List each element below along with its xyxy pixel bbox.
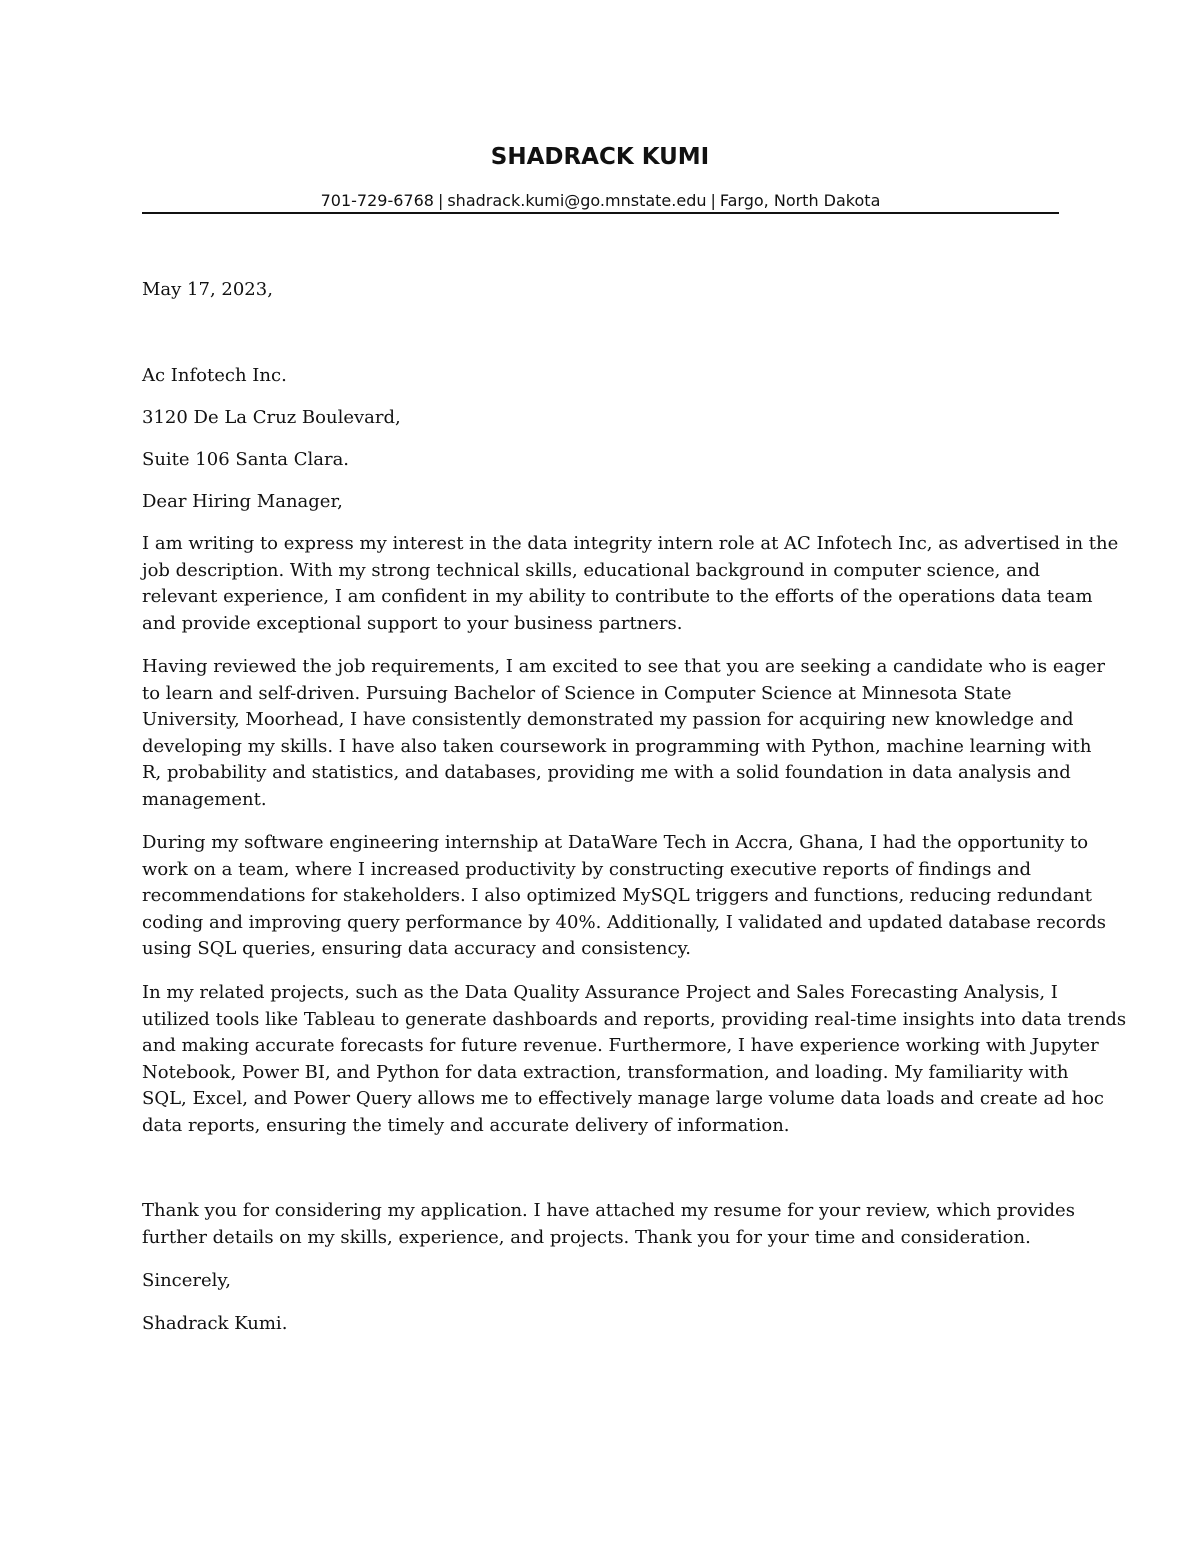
paragraph-line: recommendations for stakeholders. I also optimized MySQL triggers and functions, reducing redundant bbox=[142, 885, 1093, 907]
applicant-name: SHADRACK KUMI bbox=[490, 144, 710, 170]
paragraph-line: further details on my skills, experience, and projects. Thank you for your time and consideration. bbox=[142, 1226, 1031, 1248]
recipient-suite: Suite 106 Santa Clara. bbox=[142, 449, 350, 470]
paragraph bbox=[142, 1198, 1075, 1251]
paragraph bbox=[142, 980, 1127, 1140]
paragraph bbox=[142, 531, 1119, 637]
location: Fargo, North Dakota bbox=[719, 191, 881, 210]
paragraph-line: and making accurate forecasts for future revenue. Furthermore, I have experience working with Jupyter bbox=[142, 1035, 1099, 1057]
closing: Sincerely, bbox=[142, 1270, 231, 1291]
paragraph-line: Having reviewed the job requirements, I am excited to see that you are seeking a candidate who is eager bbox=[142, 656, 1106, 677]
paragraph-line: SQL, Excel, and Power Query allows me to effectively manage large volume data loads and create ad hoc bbox=[142, 1088, 1104, 1110]
email-address: shadrack.kumi@go.mnstate.edu bbox=[447, 191, 707, 210]
paragraph-line: University, Moorhead, I have consistently demonstrated my passion for acquiring new knowledge and bbox=[142, 709, 1074, 731]
paragraph-line: R, probability and statistics, and databases, providing me with a solid foundation in data analysis and bbox=[142, 762, 1071, 784]
paragraph-line: coding and improving query performance by 40%. Additionally, I validated and updated database records bbox=[142, 911, 1107, 933]
separator: | bbox=[437, 191, 444, 210]
separator: | bbox=[710, 191, 716, 210]
paragraph-line: data reports, ensuring the timely and accurate delivery of information. bbox=[142, 1114, 790, 1136]
contact-line bbox=[142, 190, 1059, 214]
paragraph-line: to learn and self-driven. Pursuing Bachelor of Science in Computer Science at Minnesota State bbox=[142, 682, 1012, 704]
paragraph-line: management. bbox=[142, 788, 267, 810]
signature: Shadrack Kumi. bbox=[142, 1313, 288, 1334]
paragraph-line: developing my skills. I have also taken coursework in programming with Python, machine learning with bbox=[142, 735, 1092, 757]
paragraph-line: In my related projects, such as the Data Quality Assurance Project and Sales Forecasting Analysis, I bbox=[142, 982, 1058, 1003]
paragraph-line: relevant experience, I am confident in my ability to contribute to the efforts of the operations data team bbox=[142, 586, 1093, 608]
phone-number: 701-729-6768 bbox=[320, 191, 434, 210]
paragraph-line: and provide exceptional support to your business partners. bbox=[142, 612, 683, 634]
paragraph-line: During my software engineering internship at DataWare Tech in Accra, Ghana, I had the opportunity to bbox=[142, 832, 1089, 853]
paragraph-line: utilized tools like Tableau to generate dashboards and reports, providing real-time insights into data trends bbox=[142, 1008, 1127, 1030]
recipient-street: 3120 De La Cruz Boulevard, bbox=[142, 407, 401, 428]
salutation: Dear Hiring Manager, bbox=[142, 491, 343, 512]
letter-date: May 17, 2023, bbox=[142, 279, 273, 300]
paragraph-line: job description. With my strong technical skills, educational background in computer science, and bbox=[142, 559, 1040, 581]
paragraph-line: I am writing to express my interest in the data integrity intern role at AC Infotech Inc, as advertised in the bbox=[142, 533, 1119, 554]
paragraph-line: using SQL queries, ensuring data accuracy and consistency. bbox=[142, 938, 692, 960]
paragraph bbox=[142, 830, 1107, 963]
recipient-company: Ac Infotech Inc. bbox=[142, 365, 287, 386]
paragraph-line: Thank you for considering my application. I have attached my resume for your review, which provides bbox=[142, 1200, 1075, 1221]
paragraph bbox=[142, 654, 1106, 814]
paragraph-line: Notebook, Power BI, and Python for data extraction, transformation, and loading. My familiarity with bbox=[142, 1061, 1069, 1083]
paragraph-line: work on a team, where I increased productivity by constructing executive reports of findings and bbox=[142, 858, 1032, 880]
